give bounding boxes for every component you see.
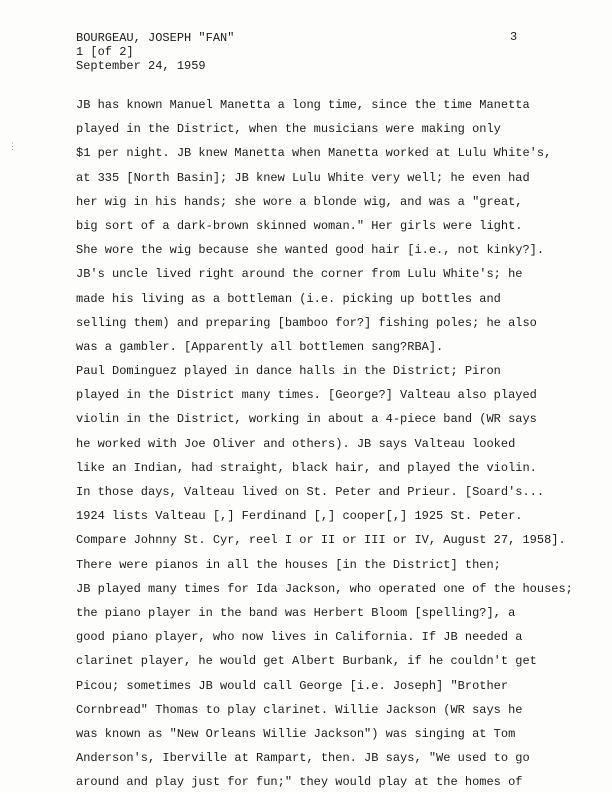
scan-speck: ⋮ xyxy=(8,142,17,152)
body-line: clarinet player, he would get Albert Burbank, if he couldn't get xyxy=(76,654,537,669)
transcript-body xyxy=(76,93,596,790)
header-subject: BOURGEAU, JOSEPH "FAN" xyxy=(76,31,235,45)
header-block xyxy=(76,31,234,73)
body-line: her wig in his hands; she wore a blonde wig, and was a "great, xyxy=(76,194,523,209)
body-line: made his living as a bottleman (i.e. picking up bottles and xyxy=(76,291,501,306)
body-line: Cornbread" Thomas to play clarinet. Willie Jackson (WR says he xyxy=(76,702,523,717)
body-line: $1 per night. JB knew Manetta when Manetta worked at Lulu White's, xyxy=(76,146,552,161)
body-line: In those days, Valteau lived on St. Peter and Prieur. [Soard's... xyxy=(76,485,545,499)
body-line-cut-off: around and play just for fun;" they would play at the homes of xyxy=(76,775,523,790)
page-number: 3 xyxy=(510,30,518,44)
body-line: 1924 lists Valteau [,] Ferdinand [,] cooper[,] 1925 St. Peter. xyxy=(76,509,523,524)
body-line: good piano player, who now lives in California. If JB needed a xyxy=(76,630,523,645)
body-line: JB has known Manuel Manetta a long time, since the time Manetta xyxy=(76,98,530,112)
body-line: was a gambler. [Apparently all bottlemen sang?RBA]. xyxy=(76,339,444,354)
body-line: violin in the District, working in about a 4-piece band (WR says xyxy=(76,412,537,427)
body-line: played in the District, when the musicians were making only xyxy=(76,122,501,137)
body-line: was known as "New Orleans Willie Jackson") was singing at Tom xyxy=(76,726,516,741)
body-line: he worked with Joe Oliver and others). JB says Valteau looked xyxy=(76,436,516,451)
body-line: Picou; sometimes JB would call George [i.e. Joseph] "Brother xyxy=(76,678,509,693)
header-date: September 24, 1959 xyxy=(76,59,206,73)
body-line: big sort of a dark-brown skinned woman." Her girls were light. xyxy=(76,218,523,233)
body-line: at 335 [North Basin]; JB knew Lulu White very well; he even had xyxy=(76,170,530,185)
body-line: the piano player in the band was Herbert Bloom [spelling?], a xyxy=(76,605,516,620)
body-line: like an Indian, had straight, black hair, and played the violin. xyxy=(76,460,537,475)
body-line: JB's uncle lived right around the corner from Lulu White's; he xyxy=(76,267,523,282)
body-line: selling them) and preparing [bamboo for?] fishing poles; he also xyxy=(76,315,537,330)
body-line: Anderson's, Iberville at Rampart, then. JB says, "We used to go xyxy=(76,751,530,766)
body-line: There were pianos in all the houses [in the District] then; xyxy=(76,557,501,572)
body-line: Paul Dominguez played in dance halls in the District; Piron xyxy=(76,364,501,379)
body-line: JB played many times for Ida Jackson, who operated one of the houses; xyxy=(76,581,573,596)
body-line: Compare Johnny St. Cyr, reel I or II or III or IV, August 27, 1958]. xyxy=(76,533,566,548)
body-line: She wore the wig because she wanted good hair [i.e., not kinky?]. xyxy=(76,243,545,258)
header-reel: 1 [of 2] xyxy=(76,45,134,59)
body-line: played in the District many times. [George?] Valteau also played xyxy=(76,388,537,403)
